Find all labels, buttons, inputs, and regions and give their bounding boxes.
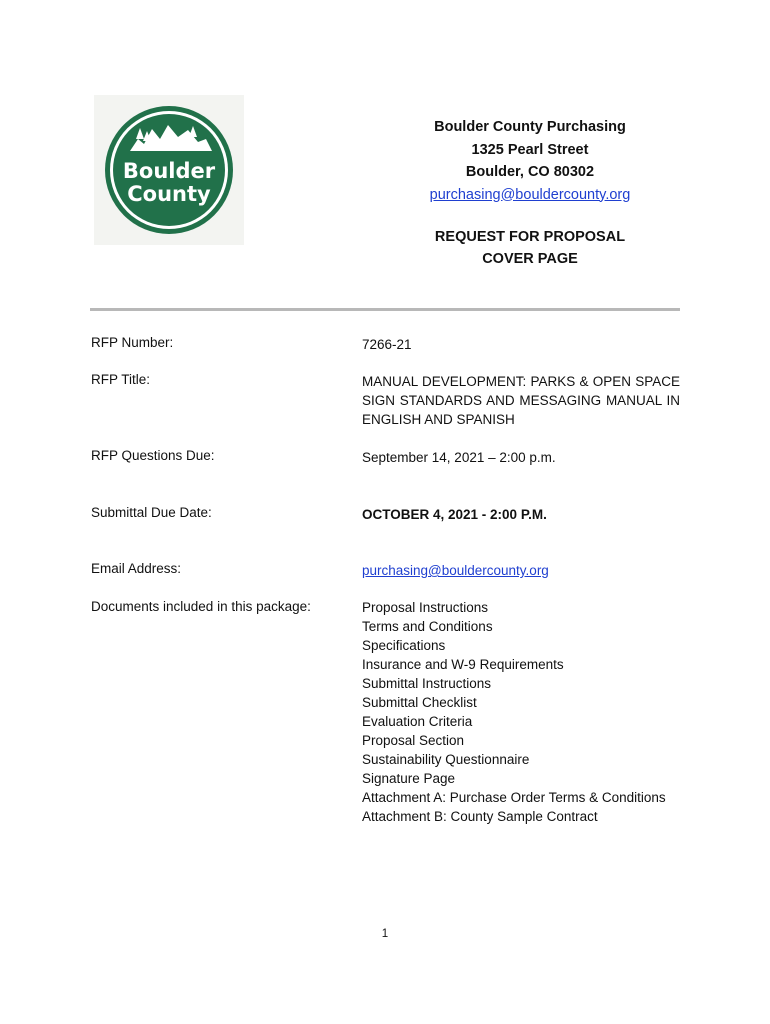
- document-item: Signature Page: [362, 771, 456, 786]
- document-item: Attachment A: Purchase Order Terms & Conditions: [362, 790, 666, 805]
- document-item: Sustainability Questionnaire: [362, 752, 530, 767]
- street-address: 1325 Pearl Street: [471, 141, 589, 158]
- documents-list-container: [362, 598, 680, 826]
- questions-due-label: RFP Questions Due:: [91, 448, 215, 463]
- city-state-zip: Boulder, CO 80302: [465, 164, 595, 180]
- questions-due-value: September 14, 2021 – 2:00 p.m.: [362, 450, 556, 465]
- org-name: Boulder County Purchasing: [434, 119, 626, 135]
- email-address-label: Email Address:: [91, 561, 182, 576]
- rfp-number-value: 7266-21: [362, 337, 412, 352]
- purchasing-address-block: [380, 116, 680, 206]
- documents-list: [362, 598, 680, 826]
- document-item: Evaluation Criteria: [362, 714, 473, 729]
- document-item: Proposal Instructions: [362, 600, 489, 615]
- email-address-link[interactable]: purchasing@bouldercounty.org: [362, 563, 549, 578]
- horizontal-divider: [90, 308, 680, 311]
- title-line-2: COVER PAGE: [482, 251, 578, 267]
- document-item: Specifications: [362, 638, 446, 653]
- submittal-due-label: Submittal Due Date:: [91, 505, 212, 520]
- document-item: Proposal Section: [362, 733, 465, 748]
- document-item: Insurance and W-9 Requirements: [362, 657, 564, 672]
- document-item: Submittal Instructions: [362, 676, 492, 691]
- rfp-number-label: RFP Number:: [91, 335, 174, 350]
- document-item: Attachment B: County Sample Contract: [362, 809, 598, 824]
- rfp-title-value: MANUAL DEVELOPMENT: PARKS & OPEN SPACE SIGN STANDARDS AND MESSAGING MANUAL IN ENGLISH AND SPANISH: [362, 374, 680, 427]
- title-line-1: REQUEST FOR PROPOSAL: [434, 229, 626, 245]
- page-number: 1: [381, 928, 389, 940]
- documents-label: Documents included in this package:: [91, 599, 311, 614]
- document-title: [380, 226, 680, 270]
- submittal-due-value: OCTOBER 4, 2021 - 2:00 P.M.: [362, 507, 547, 522]
- logo-graphic: [94, 95, 244, 245]
- header-email-link[interactable]: purchasing@bouldercounty.org: [429, 186, 631, 203]
- rfp-title-label: RFP Title:: [91, 372, 151, 387]
- document-item: Terms and Conditions: [362, 619, 493, 634]
- logo-word-boulder: Boulder: [122, 159, 216, 183]
- boulder-county-logo: [94, 95, 244, 245]
- document-item: Submittal Checklist: [362, 695, 477, 710]
- logo-word-county: County: [127, 182, 211, 206]
